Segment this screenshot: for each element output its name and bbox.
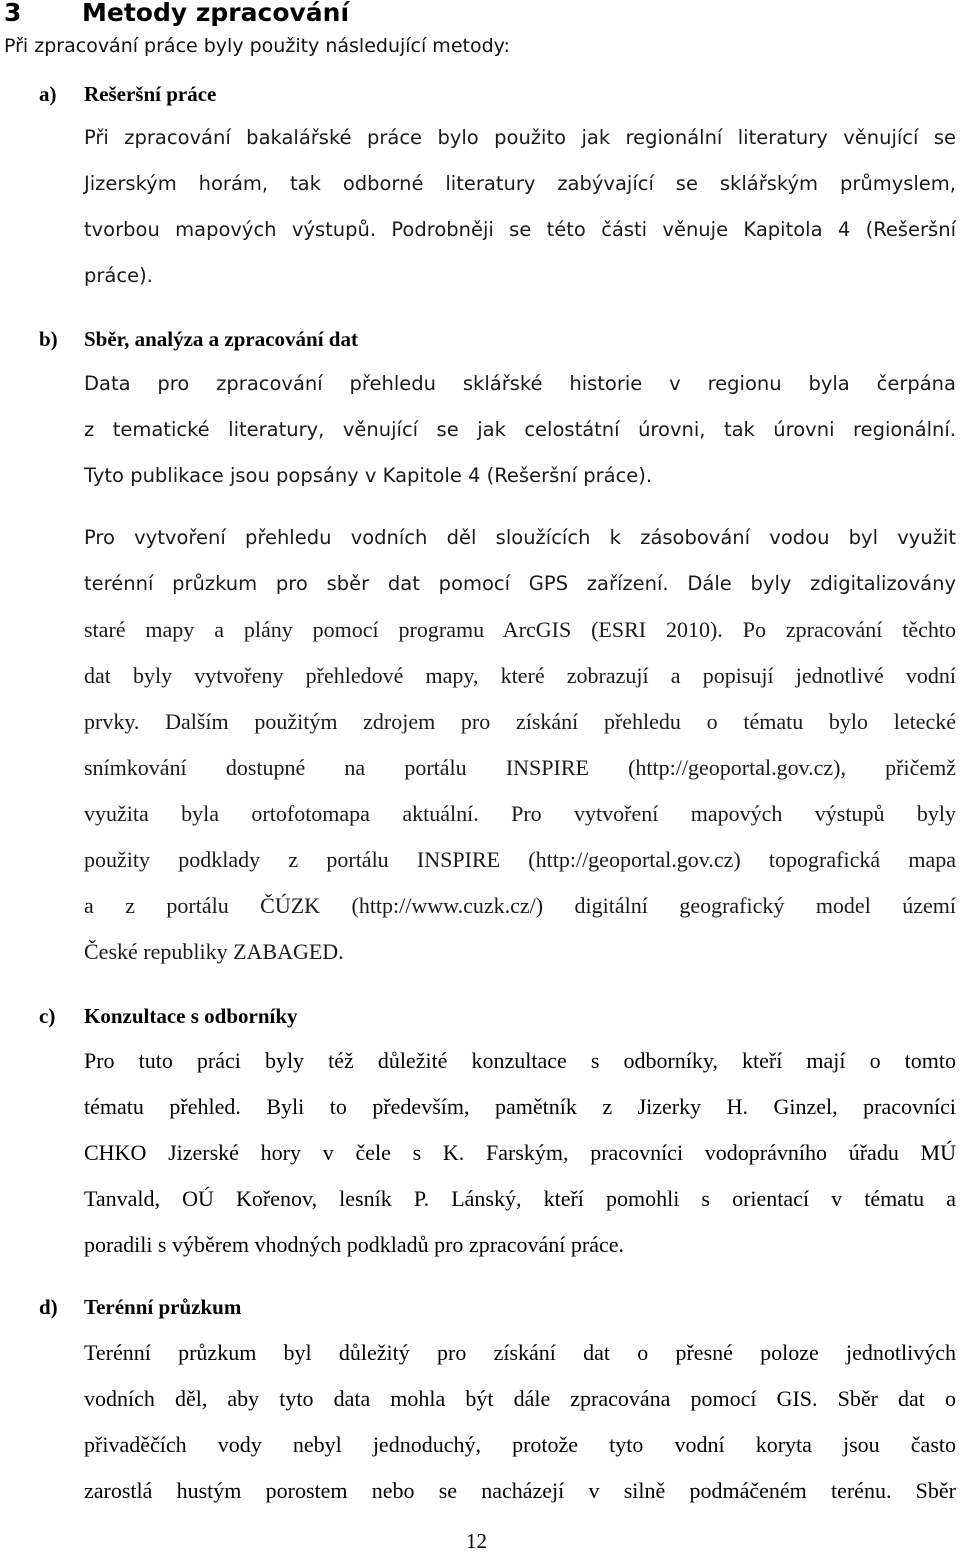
section-c-title: Konzultace s odborníky [84,1004,298,1028]
paragraph-line: vodních děl, aby tyto data mohla být dále zpracována pomocí GIS. Sběr dat o [84,1386,956,1411]
paragraph-line: tématu přehled. Byli to především, pamětník z Jizerky H. Ginzel, pracovníci [84,1094,956,1119]
paragraph-line: terénní průzkum pro sběr dat pomocí GPS zařízení. Dále byly zdigitalizovány [84,572,956,595]
section-d-paragraph [84,1330,956,1514]
paragraph-line: zarostlá hustým porostem nebo se nacházejí v silně podmáčeném terénu. Sběr [84,1478,956,1503]
paragraph-line: Pro vytvoření přehledu vodních děl sloužících k zásobování vodou byl využit [84,526,956,549]
section-d-letter: d) [39,1295,58,1319]
page-number: 12 [466,1529,487,1553]
section-c-paragraph [84,1038,956,1268]
paragraph-line: poradili s výběrem vhodných podkladů pro zpracování práce. [84,1232,625,1257]
paragraph-line: z tematické literatury, věnující se jak celostátní úrovni, tak úrovni regionální. [84,418,956,441]
section-b-paragraph-2 [84,515,956,975]
section-c-heading [39,1002,343,1030]
paragraph-line: využita byla ortofotomapa aktuální. Pro vytvoření mapových výstupů byly [84,801,956,826]
chapter-heading [4,0,349,28]
paragraph-line: tvorbou mapových výstupů. Podrobněji se této části věnuje Kapitola 4 (Rešeršní [84,218,956,241]
section-c-letter: c) [39,1004,56,1028]
section-b-heading [39,325,403,353]
paragraph-line: Jizerským horám, tak odborné literatury zabývající se sklářským průmyslem, [84,172,956,195]
paragraph-line: a z portálu ČÚZK (http://www.cuzk.cz/) digitální geografický model území [84,893,956,918]
intro-text: Při zpracování práce byly použity následující metody: [4,35,510,57]
paragraph-line: Pro tuto práci byly též důležité konzultace s odborníky, kteří mají o tomto [84,1048,956,1073]
section-a-paragraph [84,115,956,299]
paragraph-line: České republiky ZABAGED. [84,939,344,964]
paragraph-line: prvky. Dalším použitým zdrojem pro získání přehledu o tématu bylo letecké [84,709,956,734]
section-a-letter: a) [39,82,57,106]
section-b-letter: b) [39,327,58,351]
section-d-heading [39,1293,286,1321]
paragraph-line: Terénní průzkum byl důležitý pro získání dat o přesné poloze jednotlivých [84,1340,956,1365]
paragraph-line: dat byly vytvořeny přehledové mapy, které zobrazují a popisují jednotlivé vodní [84,663,956,688]
chapter-number: 3 [4,0,22,27]
paragraph-line: snímkování dostupné na portálu INSPIRE (http://geoportal.gov.cz), přičemž [84,755,956,780]
section-d-title: Terénní průzkum [84,1295,242,1319]
paragraph-line: Při zpracování bakalářské práce bylo použito jak regionální literatury věnující se [84,126,956,149]
paragraph-line: použity podklady z portálu INSPIRE (http://geoportal.gov.cz) topografická mapa [84,847,956,872]
chapter-title: Metody zpracování [82,0,350,27]
section-b-title: Sběr, analýza a zpracování dat [84,327,358,351]
section-a-heading [39,80,261,108]
paragraph-line: Data pro zpracování přehledu sklářské historie v regionu byla čerpána [84,372,956,395]
paragraph-line: Tyto publikace jsou popsány v Kapitole 4 (Rešeršní práce). [84,464,653,487]
section-a-title: Rešeršní práce [84,82,217,106]
paragraph-line: Tanvald, OÚ Kořenov, lesník P. Lánský, kteří pomohli s orientací v tématu a [84,1186,956,1211]
section-b-paragraph-1 [84,361,956,499]
paragraph-line: práce). [84,264,153,287]
paragraph-line: přivaděčích vody nebyl jednoduchý, protože tyto vodní koryta jsou často [84,1432,956,1457]
paragraph-line: CHKO Jizerské hory v čele s K. Farským, pracovníci vodoprávního úřadu MÚ [84,1140,956,1165]
paragraph-line: staré mapy a plány pomocí programu ArcGIS (ESRI 2010). Po zpracování těchto [84,617,956,642]
